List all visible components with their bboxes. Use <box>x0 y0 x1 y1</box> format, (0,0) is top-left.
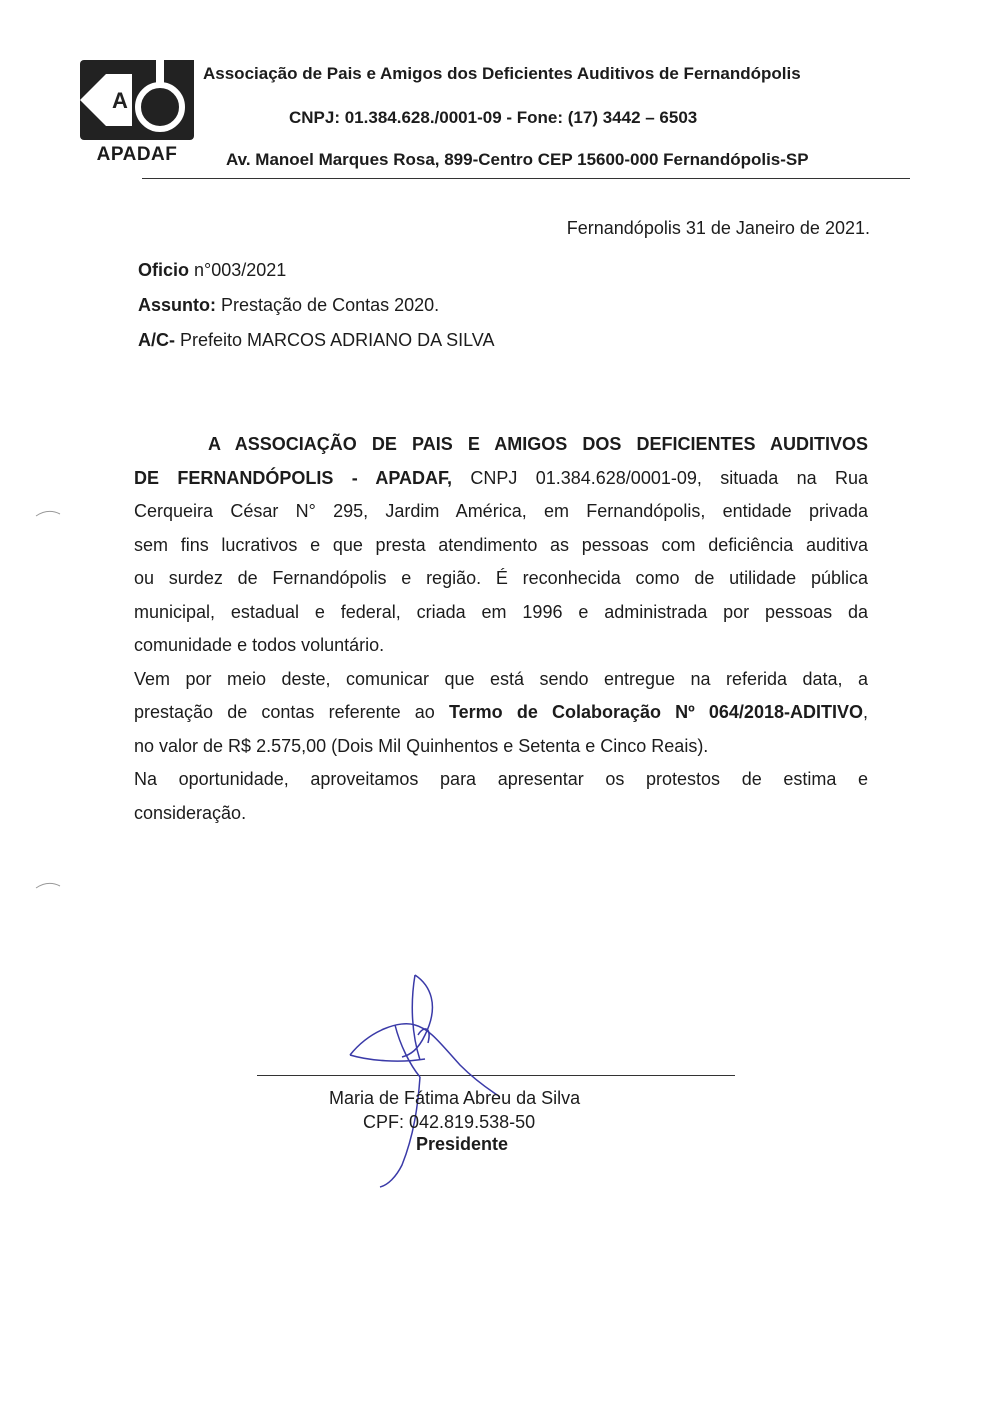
body-p2-line2 <box>134 696 868 730</box>
apadaf-logo <box>80 60 194 140</box>
body-p1-line5: ou surdez de Fernandópolis e região. É reconhecida como de utilidade pública <box>134 568 868 588</box>
header-divider <box>142 178 910 179</box>
body-p1-line1: A ASSOCIAÇÃO DE PAIS E AMIGOS DOS DEFICIENTES AUDITIVOS <box>208 434 868 454</box>
scan-mark <box>34 508 62 518</box>
scan-mark <box>34 880 62 890</box>
addressee-line <box>138 330 494 351</box>
body-p3-line2: consideração. <box>134 802 247 823</box>
body-p2-line2-pre: prestação de contas referente ao <box>134 702 435 722</box>
org-name-bold: DE FERNANDÓPOLIS - APADAF, <box>134 467 453 488</box>
oficio-label: Oficio <box>138 260 190 280</box>
letter-body <box>134 428 868 830</box>
oficio-line <box>138 260 286 281</box>
organization-cnpj-phone: CNPJ: 01.384.628./0001-09 - Fone: (17) 3442 – 6503 <box>289 108 698 127</box>
body-p2-line2-post: , <box>862 702 868 722</box>
addressee-value: Prefeito MARCOS ADRIANO DA SILVA <box>180 330 495 350</box>
body-p3-line1: Na oportunidade, aproveitamos para apresentar os protestos de estima e <box>134 769 868 789</box>
body-p1-line4: sem fins lucrativos e que presta atendimento as pessoas com deficiência auditiva <box>134 534 868 555</box>
body-p1-line6: municipal, estadual e federal, criada em 1996 e administrada por pessoas da <box>134 601 868 622</box>
body-p1-line2-rest: CNPJ 01.384.628/0001-09, situada na Rua <box>470 467 868 488</box>
signatory-role: Presidente <box>416 1134 509 1154</box>
body-p2-line3: no valor de R$ 2.575,00 (Dois Mil Quinhentos e Setenta e Cinco Reais). <box>134 735 709 756</box>
assunto-value: Prestação de Contas 2020. <box>221 295 440 315</box>
letter-date: Fernandópolis 31 de Janeiro de 2021. <box>566 218 870 238</box>
oficio-value: n°003/2021 <box>194 260 287 280</box>
body-p1-line2 <box>134 462 868 496</box>
organization-address: Av. Manoel Marques Rosa, 899-Centro CEP 15600-000 Fernandópolis-SP <box>226 150 809 169</box>
logo-wordmark: APADAF <box>96 144 178 165</box>
organization-name: Associação de Pais e Amigos dos Deficientes Auditivos de Fernandópolis <box>203 64 801 83</box>
body-p1-line3: Cerqueira César N° 295, Jardim América, em Fernandópolis, entidade privada <box>134 501 868 521</box>
signatory-name: Maria de Fátima Abreu da Silva <box>329 1088 581 1108</box>
body-p2-line1: Vem por meio deste, comunicar que está sendo entregue na referida data, a <box>134 668 868 689</box>
handwritten-signature <box>340 965 500 1190</box>
termo-reference: Termo de Colaboração Nº 064/2018-ADITIVO <box>448 702 863 722</box>
assunto-label: Assunto: <box>138 295 216 315</box>
logo-letter: A <box>112 88 128 113</box>
assunto-line <box>138 295 439 316</box>
addressee-label: A/C- <box>138 330 175 350</box>
signatory-cpf: CPF: 042.819.538-50 <box>363 1112 536 1132</box>
body-p1-line7: comunidade e todos voluntário. <box>134 635 385 655</box>
